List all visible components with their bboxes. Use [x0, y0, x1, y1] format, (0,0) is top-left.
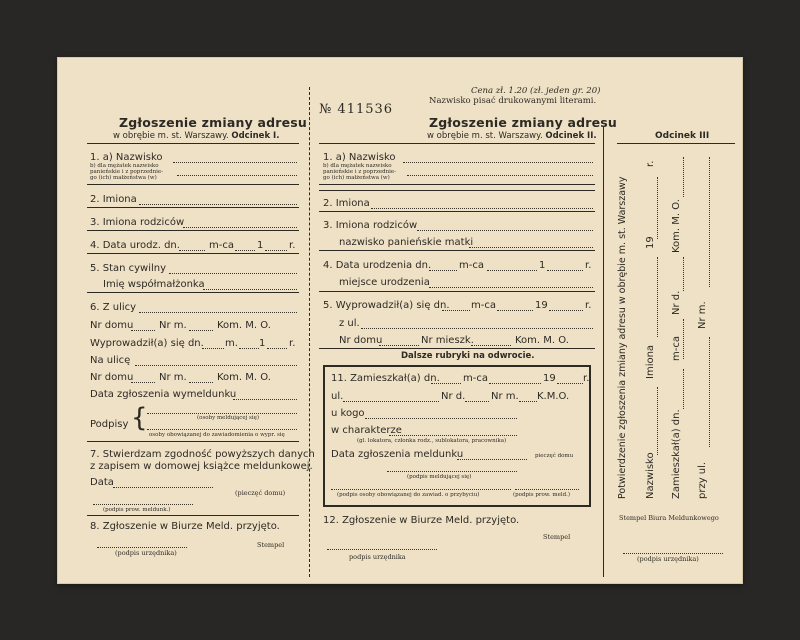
divider-1: [309, 87, 310, 577]
instruction-text: Nazwisko pisać drukowanymi literami.: [429, 96, 597, 106]
signatures-label: Podpisy: [90, 419, 129, 430]
s2-field-2: 2. Imiona: [323, 198, 370, 209]
s2-field-3: 3. Imiona rodziców: [323, 220, 418, 231]
section2-subtitle: w obrębie m. st. Warszawy. Odcinek II.: [427, 131, 597, 141]
further-fields-note: Dalsze rubryki na odwrocie.: [401, 351, 535, 361]
registration-form: Cena zł. 1.20 (zł. jeden gr. 20) Nazwisko pisać drukowanymi literami. № 411536 Zgłoszenie zmiany adresu w obrębie m. st. Warszawy. Odcinek I. 1. a) Nazwisko b) dla mężatek nazwisko panieńskie i z poprzednie- go (ich) małżeństwa (w) 2. Imiona 3. Imiona rodziców 4. Data urodz. dn. m-ca 1 r. 5. Stan cywilny Imię współmałżonka 6. Z ulicy Nr domu Nr m. Kom. M. O. Wyprowadził(a) się dn. m. 1 r. Na ulicę Nr domu Nr m. Kom. M. O. Data zgłoszenia wymeldunku Podpisy { (osoby meldującej się) osoby obowiązanej do zawiadomienia o wypr. się 7. Stwierdzam zgodność powyższych danych z zapisem w domowej książce meldunkowej. Data (pieczęć domu) (podpis prow. meldunk.) 8. Zgłoszenie w Biurze Meld. przyjęto. Stempel (podpis urzędnika) Zgłoszenie zmiany adresu w obrębie m. st. Warszawy. Odcinek II. 1. a) Nazwisko b) dla mężatek nazwisko panieńskie i z poprzednie- go (ich) małżeństwa (w) 2. Imiona 3. Imiona rodziców nazwisko panieńskie matki 4. Data urodzenia dn. m-ca 1 r. miejsce urodzenia 5. Wyprowadził(a) się dn. m-ca 19 r. z ul. Nr domu Nr mieszk. Kom. M. O. Dalsze rubryki na odwrocie. 11. Zamieszkał(a) dn. m-ca 19 r. ul. Nr d. Nr m. K.M.O. u kogo w charakterze (gl. lokatora, członka rodz., sublokatora, pracownika) Data zgłoszenia meldunku pieczęć domu (podpis meldującej się) (podpis osoby obowiązanej do zawiad. o przybyciu) (podpis prow. meld.) 12. Zgłoszenie w Biurze Meld. przyjęto. Stempel podpis urzędnika Odcinek III Potwierdzenie zgłoszenia zmiany adresu w obrębie m. st. Warszawy Nazwisko Imiona 19 r. Zamieszkał(a) dn. m-ca Nr d. Kom. M. O. przy ul. Nr m. Stempel Biura Meldunkowego (podpis urzędnika): [57, 57, 743, 584]
s1-field-1: 1. a) Nazwisko: [90, 152, 163, 163]
section2-title: Zgłoszenie zmiany adresu: [429, 115, 618, 130]
s2-field-5: 5. Wyprowadził(a) się dn.: [323, 300, 450, 311]
s1-field-4: 4. Data urodz. dn.: [90, 240, 180, 251]
s2-field-4: 4. Data urodzenia dn.: [323, 260, 432, 271]
s2-field-12: 12. Zgłoszenie w Biurze Meld. przyjęto.: [323, 515, 520, 526]
section3-title: Odcinek III: [655, 131, 710, 141]
s1-field-2: 2. Imiona: [90, 194, 137, 205]
s1-field-7: 7. Stwierdzam zgodność powyższych danych: [90, 449, 315, 460]
price-text: Cena zł. 1.20 (zł. jeden gr. 20): [471, 86, 601, 96]
s2-field-11: 11. Zamieszkał(a) dn.: [331, 373, 440, 384]
form-number: № 411536: [319, 102, 394, 117]
confirmation-text: Potwierdzenie zgłoszenia zmiany adresu w obrębie m. st. Warszawy: [617, 176, 628, 499]
s2-field-1: 1. a) Nazwisko: [323, 152, 396, 163]
s1-field-6: 6. Z ulicy: [90, 302, 137, 313]
section1-subtitle: w obrębie m. st. Warszawy. Odcinek I.: [113, 131, 280, 141]
s1-field-5: 5. Stan cywilny: [90, 263, 167, 274]
section1-title: Zgłoszenie zmiany adresu: [119, 115, 308, 130]
divider-2: [603, 127, 604, 577]
stamp-label: Stempel Biura Meldunkowego: [619, 514, 719, 522]
s1-field-8: 8. Zgłoszenie w Biurze Meld. przyjęto.: [90, 521, 280, 532]
s1-field-3: 3. Imiona rodziców: [90, 217, 185, 228]
section2-box: [323, 365, 591, 507]
